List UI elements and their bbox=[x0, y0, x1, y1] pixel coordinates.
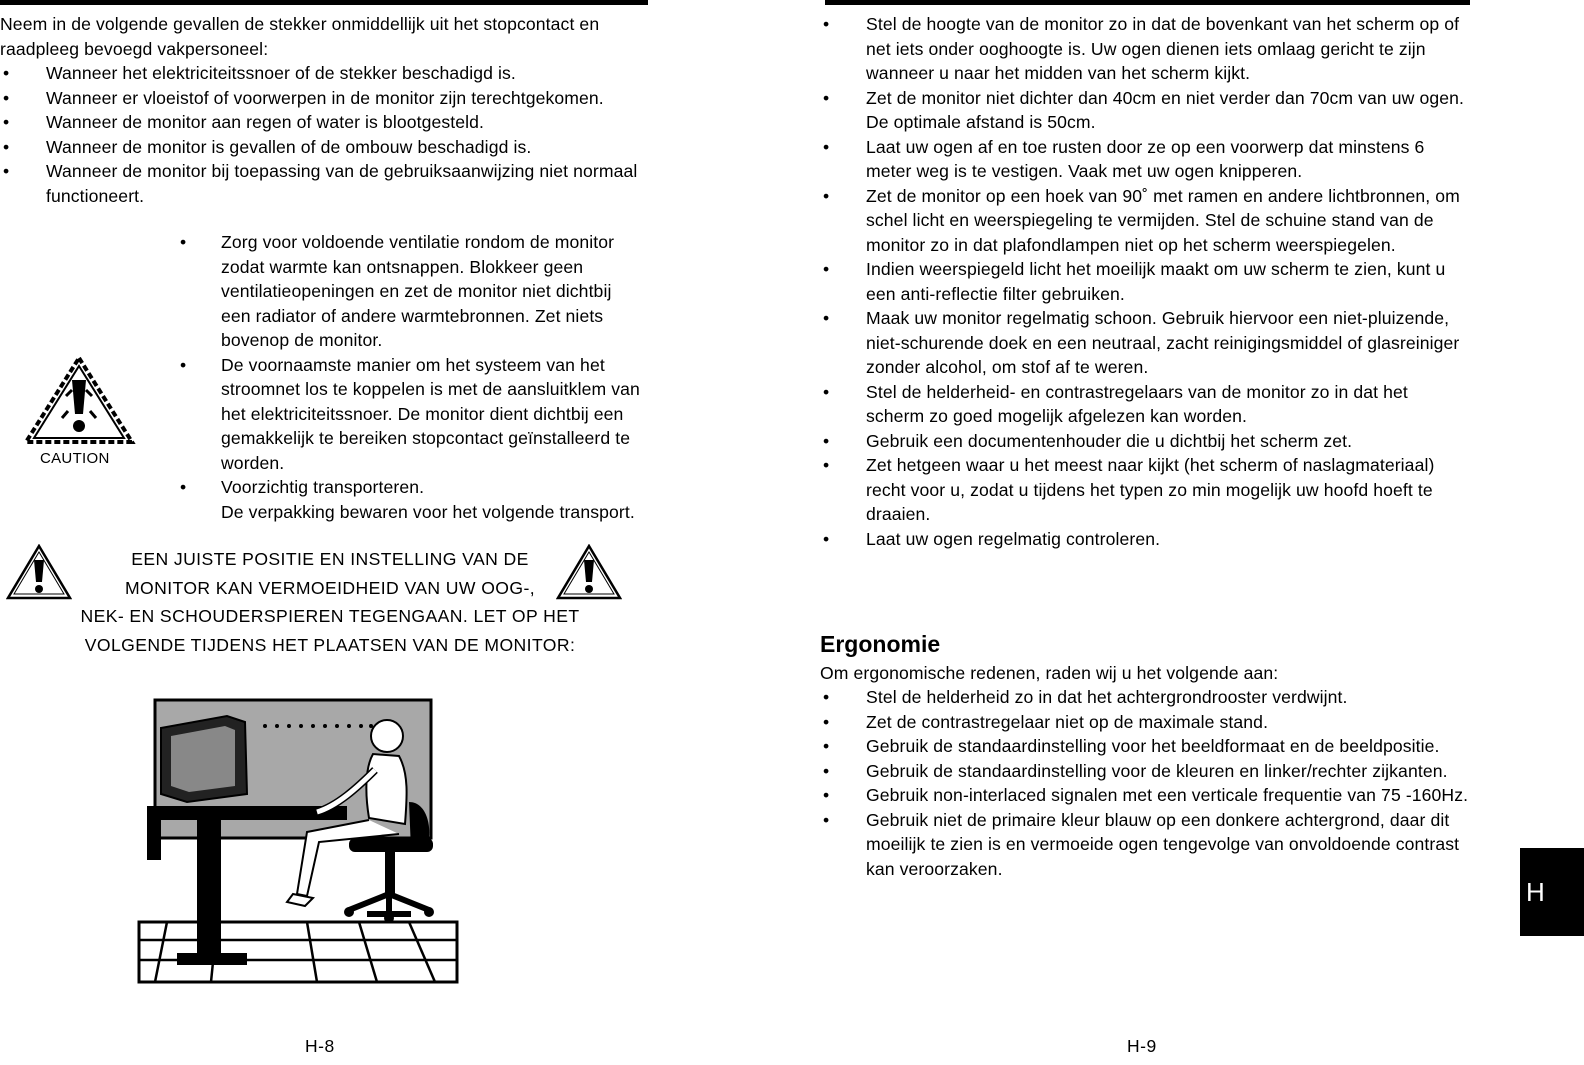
section-heading-ergonomics: Ergonomie bbox=[820, 631, 941, 657]
bullet-icon: • bbox=[823, 14, 830, 34]
bullet-icon: • bbox=[3, 136, 10, 157]
list-item bbox=[0, 110, 645, 135]
list-item bbox=[820, 306, 1470, 380]
list-item-text: Gebruik non-interlaced signalen met een verticale frequentie van 75 -160Hz. bbox=[866, 785, 1469, 805]
positioning-warning bbox=[40, 545, 620, 659]
list-item-text: Zet de monitor op een hoek van 90˚ met ramen en andere lichtbronnen, om schel licht en weerspiegeling te vermijden. Stel de schuine stand van de monitor zo in dat plafondlampen niet op het scherm weerspiegelen. bbox=[866, 185, 1460, 255]
bullet-icon: • bbox=[823, 785, 830, 805]
bullet-icon: • bbox=[180, 354, 187, 375]
bullet-icon: • bbox=[823, 711, 830, 732]
list-item-text: Gebruik de standaardinstelling voor het beeldformaat en de beeldpositie. bbox=[866, 736, 1440, 756]
bullet-icon: • bbox=[823, 136, 830, 157]
list-item bbox=[820, 380, 1470, 429]
list-item bbox=[0, 135, 645, 160]
page-number: H-9 bbox=[1127, 1036, 1157, 1056]
caution-label: CAUTION bbox=[40, 450, 110, 467]
bullet-icon: • bbox=[823, 809, 830, 830]
left-page bbox=[0, 0, 650, 1065]
bullet-icon: • bbox=[823, 687, 830, 707]
page-number: H-8 bbox=[305, 1036, 335, 1056]
list-item bbox=[0, 86, 645, 111]
list-item bbox=[820, 527, 1470, 552]
list-item bbox=[820, 759, 1470, 784]
warning-line: MONITOR KAN VERMOEIDHEID VAN UW OOG-, bbox=[124, 577, 536, 598]
list-item bbox=[820, 257, 1470, 306]
monitor-placement-list bbox=[820, 12, 1470, 551]
list-item bbox=[0, 61, 645, 86]
bullet-icon: • bbox=[3, 87, 10, 108]
list-item-text: Stel de hoogte van de monitor zo in dat de bovenkant van het scherm op of net iets onder ooghoogte is. Uw ogen dienen iets omlaag gericht te zijn wanneer u naar het midden van het scherm kijkt. bbox=[866, 14, 1460, 83]
list-item bbox=[175, 353, 645, 476]
list-item-text: Gebruik niet de primaire kleur blauw op een donkere achtergrond, daar dit moeilijk te zien is en vermoeide ogen tengevolge van onvoldoende contrast kan veroorzaken. bbox=[866, 809, 1460, 879]
list-item bbox=[820, 12, 1470, 86]
bullet-icon: • bbox=[823, 736, 830, 756]
list-item bbox=[820, 734, 1470, 759]
ergonomics-list bbox=[820, 685, 1470, 881]
bullet-icon: • bbox=[180, 232, 187, 252]
workstation-posture-illustration bbox=[137, 698, 461, 984]
bullet-icon: • bbox=[823, 455, 830, 475]
list-item bbox=[175, 230, 645, 353]
list-item-text: Gebruik een documentenhouder die u dichtbij het scherm zet. bbox=[866, 430, 1353, 451]
list-item-text: Wanneer de monitor bij toepassing van de gebruiksaanwijzing niet normaal functioneert. bbox=[46, 161, 638, 206]
ergonomics-intro: Om ergonomische redenen, raden wij u het volgende aan: bbox=[820, 663, 1279, 683]
warning-line: EEN JUISTE POSITIE EN INSTELLING VAN DE bbox=[131, 549, 529, 569]
list-item bbox=[820, 685, 1470, 710]
list-item bbox=[820, 429, 1470, 454]
list-item bbox=[820, 710, 1470, 735]
list-item bbox=[820, 453, 1470, 527]
bullet-icon: • bbox=[823, 259, 830, 279]
bullet-icon: • bbox=[823, 528, 830, 549]
list-item-text: De voornaamste manier om het systeem van het stroomnet los te koppelen is met de aansluitklem van het elektriciteitssnoer. De monitor dient dichtbij een gemakkelijk te bereiken stopcontact geïnstalleerd te worden. bbox=[221, 354, 640, 473]
bullet-icon: • bbox=[3, 112, 10, 132]
list-item-text: Stel de helderheid zo in dat het achtergrondrooster verdwijnt. bbox=[866, 687, 1348, 707]
warning-line: NEK- EN SCHOUDERSPIEREN TEGENGAAN. LET OP HET bbox=[80, 606, 580, 626]
list-item-text: Zorg voor voldoende ventilatie rondom de monitor zodat warmte kan ontsnappen. Blokkeer geen ventilatieopeningen en zet de monitor niet dichtbij een radiator of andere warmtebronnen. Zet niets bovenop de monitor. bbox=[221, 232, 615, 350]
list-item-text: Laat uw ogen regelmatig controleren. bbox=[866, 528, 1161, 549]
list-item bbox=[820, 783, 1470, 808]
list-item bbox=[820, 184, 1470, 258]
safety-instructions-list bbox=[175, 230, 645, 524]
list-item bbox=[820, 135, 1470, 184]
unplug-conditions-list bbox=[0, 61, 645, 208]
list-item-text: Zet de contrastregelaar niet op de maximale stand. bbox=[866, 711, 1269, 732]
list-item-text: Zet de monitor niet dichter dan 40cm en niet verder dan 70cm van uw ogen. De optimale afstand is 50cm. bbox=[866, 87, 1465, 132]
bullet-icon: • bbox=[823, 381, 830, 402]
unplug-intro: Neem in de volgende gevallen de stekker onmiddellijk uit het stopcontact en raadpleeg bevoegd vakpersoneel: bbox=[0, 14, 600, 59]
top-rule bbox=[0, 0, 648, 5]
list-item bbox=[820, 86, 1470, 135]
list-item-text: Gebruik de standaardinstelling voor de kleuren en linker/rechter zijkanten. bbox=[866, 760, 1448, 781]
bullet-icon: • bbox=[823, 87, 830, 108]
list-item-text: Wanneer de monitor aan regen of water is blootgesteld. bbox=[46, 112, 485, 132]
list-item-text: Stel de helderheid- en contrastregelaars van de monitor zo in dat het scherm zo goed mogelijk afgelezen kan worden. bbox=[866, 381, 1408, 426]
list-item-text: Wanneer het elektriciteitssnoer of de stekker beschadigd is. bbox=[46, 63, 516, 83]
list-item-text: Indien weerspiegeld licht het moeilijk maakt om uw scherm te zien, kunt u een anti-reflectie filter gebruiken. bbox=[866, 259, 1446, 304]
bullet-icon: • bbox=[3, 63, 10, 83]
bullet-icon: • bbox=[823, 430, 830, 451]
list-item bbox=[175, 475, 645, 524]
list-item bbox=[820, 808, 1470, 882]
bullet-icon: • bbox=[3, 161, 10, 181]
list-item-text: Voorzichtig transporteren. De verpakking bewaren voor het volgende transport. bbox=[221, 477, 635, 522]
bullet-icon: • bbox=[823, 185, 830, 206]
warning-line: VOLGENDE TIJDENS HET PLAATSEN VAN DE MONITOR: bbox=[84, 634, 576, 655]
list-item-text: Wanneer er vloeistof of voorwerpen in de monitor zijn terechtgekomen. bbox=[46, 87, 604, 108]
bullet-icon: • bbox=[180, 477, 187, 497]
list-item bbox=[0, 159, 645, 208]
top-rule bbox=[825, 0, 1470, 5]
list-item-text: Wanneer de monitor is gevallen of de ombouw beschadigd is. bbox=[46, 136, 532, 157]
right-page bbox=[820, 0, 1470, 1065]
section-tab-marker: H bbox=[1520, 848, 1584, 936]
bullet-icon: • bbox=[823, 760, 830, 781]
bullet-icon: • bbox=[823, 308, 830, 328]
list-item-text: Laat uw ogen af en toe rusten door ze op een voorwerp dat minstens 6 meter weg is te vestigen. Vaak met uw ogen knipperen. bbox=[866, 136, 1425, 181]
list-item-text: Maak uw monitor regelmatig schoon. Gebruik hiervoor een niet-pluizende, niet-schurende doek en een neutraal, zacht reinigingsmiddel of glasreiniger zonder alcohol, om stof af te weren. bbox=[866, 308, 1460, 377]
list-item-text: Zet hetgeen waar u het meest naar kijkt (het scherm of naslagmateriaal) recht voor u, zodat u tijdens het typen zo min mogelijk uw hoofd hoeft te draaien. bbox=[866, 455, 1435, 524]
